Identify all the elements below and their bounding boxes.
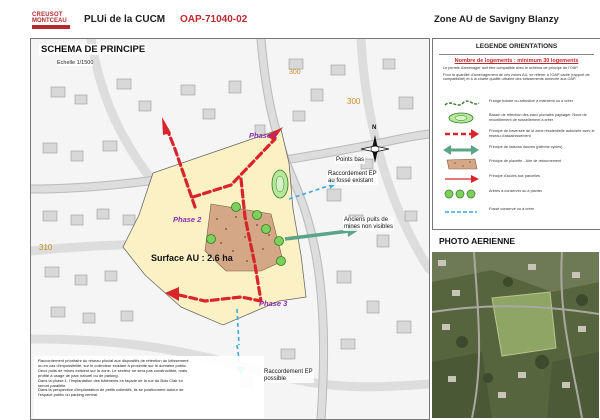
- note-line: seront parallèle.: [38, 382, 67, 388]
- logo-line1: CREUSOT: [32, 12, 63, 18]
- contour-300-right: 300: [347, 97, 361, 106]
- legend-item-traversee: [439, 127, 597, 141]
- zone-title: Zone AU de Savigny Blanzy: [434, 14, 559, 25]
- anciens-puits-label: [343, 217, 394, 231]
- legend-item-placette: [439, 157, 597, 171]
- plan-title: PLUi de la CUCM: [84, 14, 166, 25]
- surface-label: Surface AU : 2.6 ha: [151, 253, 233, 263]
- placette-swatch-icon: [441, 157, 481, 171]
- puits-line1: Anciens puits de: [344, 217, 389, 223]
- legend-label: Frange boisée ou arbustive à maintenir ou à créer: [489, 99, 574, 103]
- legend-label: Principe de placette - Aire de retournement: [489, 159, 562, 163]
- legend-label: Principe de traversée de la zone résidentielle autorisée avec le réseau d'assainissement: [489, 129, 595, 138]
- cucm-logo: [32, 12, 72, 34]
- access-arrow-north: [162, 117, 171, 135]
- legend-title: LEGENDE ORIENTATIONS: [475, 43, 558, 50]
- traversee-arrow-icon: [441, 127, 481, 141]
- raccord-ep-possible-line2: possible: [264, 376, 287, 382]
- legend-item-arbres: [439, 187, 597, 201]
- legend-item-acces: [439, 172, 597, 186]
- legend-panel: [432, 38, 600, 230]
- logo-line2: MONTCEAU: [32, 18, 67, 24]
- phase-2-label: Phase 2: [173, 215, 202, 224]
- note-line: ou en cas d'impossibilité, sur le collecteur existant à proximité sur le domaine public.: [38, 362, 188, 368]
- north-label: N: [372, 125, 377, 131]
- legend-divider: [439, 54, 594, 55]
- legend-label: Principe d'accès aux parcelles: [489, 174, 540, 178]
- legend-label: Principe de liaisons douces (piétons cycles): [489, 145, 563, 149]
- raccord-ep-possible-label: [263, 369, 314, 383]
- legend-label: Arbres à conserver ou à planter: [489, 189, 543, 193]
- note-line: Deux puits de mines existent sur la zone. Le secteur ne sera pas constructible, mais: [38, 367, 187, 373]
- oap-code: OAP-71040-02: [180, 14, 248, 25]
- legend-item-bassin: [439, 111, 597, 125]
- aerial-photo-canvas: [432, 252, 599, 418]
- phase-1-label: Phase 1: [249, 131, 278, 140]
- bassin-icon: [441, 111, 481, 125]
- schema-title: SCHEMA DE PRINCIPE: [41, 44, 146, 55]
- note-line: profité à usage de parc naturel ou de parking.: [38, 372, 119, 378]
- trees-icon: [441, 187, 481, 201]
- legend-intro-1: Le permis d'aménager doit être compatible avec le schéma de principe de l'OAP.: [443, 66, 579, 70]
- note-line: Dans la phase 1, l'implantation des bâtiments en façade de la rue du Bois Clair lui: [38, 377, 183, 383]
- legend-label: Fossé conservé ou à créer: [489, 207, 534, 211]
- points-bas-text: Points bas: [336, 157, 365, 163]
- contour-300-top: 300: [289, 69, 301, 76]
- frange-icon: [441, 97, 481, 111]
- legend-label: Bassin de rétention des eaux pluviales paysager. Noue de recueillement de ruissellement à créer: [489, 113, 587, 122]
- legend-intro-2: Pour la quantité d'aménagement de ces zones AU, se référer à l'OAP cadre (rapport de compatibilité) et à la charte qualité urbaine des lotissements annexée aux OAP.: [443, 72, 590, 82]
- acces-arrow-icon: [441, 172, 481, 186]
- scale-label: Echelle 1/1500: [57, 60, 94, 66]
- header: [0, 0, 600, 40]
- legend-item-fosse: [439, 205, 597, 219]
- housing-count: Nombre de logements : minimum 30 logements: [454, 58, 579, 64]
- raccord-ep-line1: Raccordement EP: [328, 171, 377, 177]
- legend-item-liaisons: [439, 143, 597, 157]
- logo-bar: [32, 25, 70, 29]
- points-bas-label: [335, 157, 365, 164]
- note-line: l'espace public ou parking central.: [38, 392, 99, 398]
- raccord-ep-possible-line1: Raccordement EP: [264, 369, 313, 375]
- note-line: Raccordement prioritaire du réseau pluvial aux dispositifs de rétention du lotissement: [38, 358, 189, 363]
- phase-3-label: Phase 3: [259, 299, 288, 308]
- photo-title: PHOTO AERIENNE: [439, 236, 516, 246]
- retention-basin-inner: [276, 176, 284, 192]
- contour-310: 310: [39, 243, 53, 252]
- fosse-icon: [441, 205, 481, 219]
- raccord-ep-line2: au fossé existant: [328, 178, 374, 184]
- note-line: Dans la perspective d'implantation de petits collectifs, ils se positionnent autour de: [38, 387, 184, 393]
- puits-line2: mines non visibles: [344, 224, 394, 230]
- raccord-ep-fosse-label: [327, 171, 378, 185]
- notes-box: [34, 356, 264, 418]
- legend-item-frange: [439, 97, 597, 111]
- aerial-photo: [432, 252, 599, 418]
- liaison-double-arrow-icon: [441, 143, 481, 157]
